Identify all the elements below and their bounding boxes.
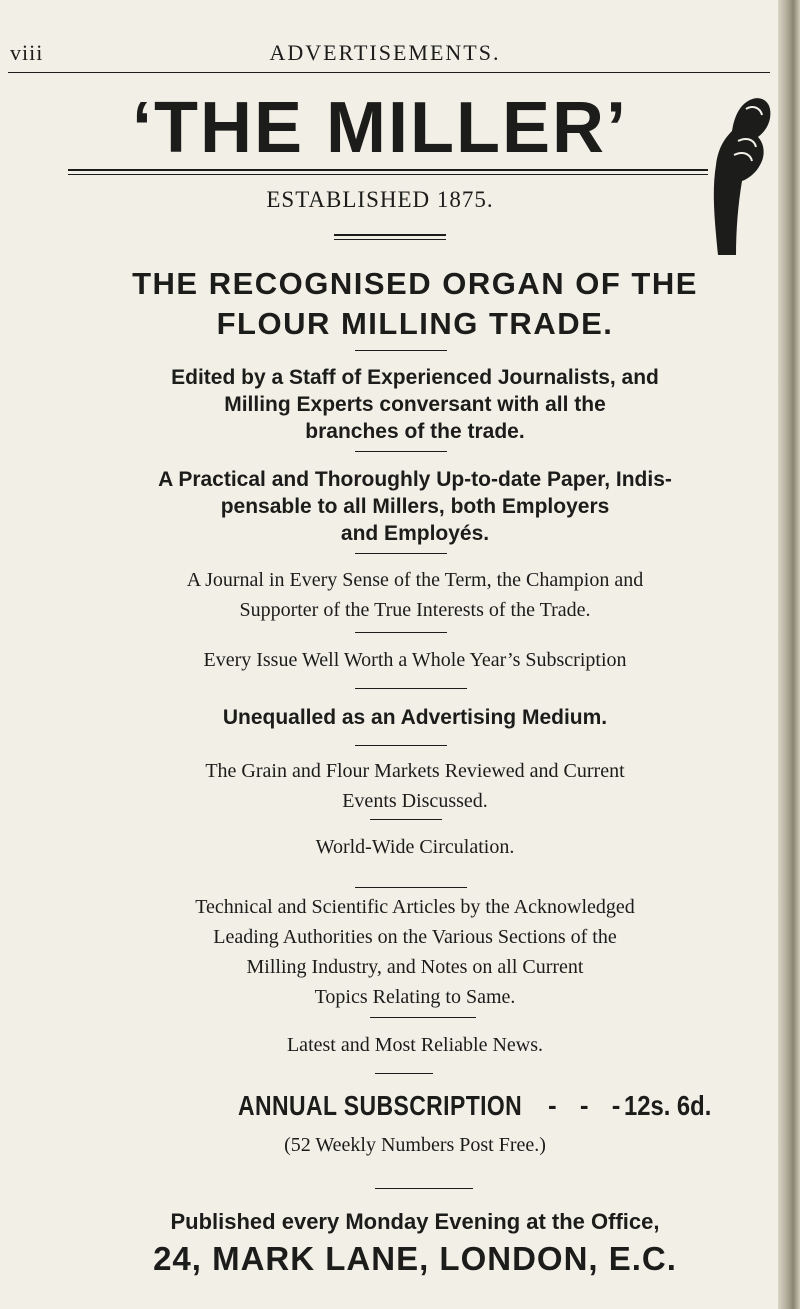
paragraph-practical — [70, 466, 760, 547]
paragraph-journal — [70, 565, 760, 625]
established-line: ESTABLISHED 1875. — [266, 187, 494, 212]
paragraph-news: Latest and Most Reliable News. — [286, 1034, 544, 1056]
section-rule — [370, 1017, 476, 1018]
text-line: Supporter of the True Interests of the Trade. — [239, 599, 591, 621]
section-rule — [355, 745, 447, 746]
subscription-label: ANNUAL SUBSCRIPTION — [238, 1090, 523, 1121]
masthead-title: ‘THE MILLER’ — [132, 88, 628, 168]
text-line: and Employés. — [340, 522, 490, 545]
subscription-dashes: - - - — [548, 1090, 621, 1120]
paragraph-issue: Every Issue Well Worth a Whole Year’s Subscription — [203, 649, 627, 671]
office-address: 24, MARK LANE, LONDON, E.C. — [153, 1240, 677, 1277]
text-line: Milling Experts conversant with all the — [224, 393, 606, 416]
section-rule — [355, 451, 447, 452]
headline-line: THE RECOGNISED ORGAN OF THE — [132, 266, 698, 301]
text-line: A Journal in Every Sense of the Term, the Champion and — [186, 569, 644, 591]
annual-subscription — [0, 1090, 800, 1126]
text-line: Events Discussed. — [342, 790, 488, 812]
headline-line: FLOUR MILLING TRADE. — [216, 306, 614, 341]
section-rule — [375, 1073, 433, 1074]
section-rule — [355, 688, 467, 689]
section-rule — [355, 887, 467, 888]
page-header — [0, 40, 770, 70]
text-line: Milling Industry, and Notes on all Current — [246, 956, 584, 978]
pointing-hand-icon — [708, 95, 772, 255]
paragraph-edited — [70, 364, 760, 445]
paragraph-medium: Unequalled as an Advertising Medium. — [222, 706, 608, 729]
masthead-rule-bottom — [68, 174, 708, 175]
text-line: The Grain and Flour Markets Reviewed and Current — [205, 760, 625, 782]
subscription-note: (52 Weekly Numbers Post Free.) — [284, 1134, 546, 1156]
text-line: Technical and Scientific Articles by the Acknowledged — [195, 896, 635, 918]
published-line: Published every Monday Evening at the Office, — [170, 1209, 660, 1234]
section-rule — [355, 632, 447, 633]
headline — [70, 264, 760, 344]
section-rule — [355, 553, 447, 554]
masthead-rule-top — [68, 169, 708, 171]
header-rule — [8, 72, 770, 73]
text-line: Leading Authorities on the Various Sections of the — [213, 926, 617, 948]
section-rule — [370, 819, 442, 820]
text-line: pensable to all Millers, both Employers — [220, 495, 610, 518]
established-rule-1 — [334, 234, 446, 236]
section-rule — [355, 350, 447, 351]
paragraph-technical — [70, 892, 760, 1012]
running-head: ADVERTISEMENTS. — [269, 40, 501, 65]
paragraph-markets — [70, 756, 760, 816]
subscription-price: 12s. 6d. — [624, 1090, 712, 1121]
section-rule — [375, 1188, 473, 1189]
page-number: viii — [10, 40, 44, 65]
text-line: branches of the trade. — [305, 420, 525, 443]
text-line: Edited by a Staff of Experienced Journalists, and — [171, 366, 659, 389]
paragraph-circulation: World-Wide Circulation. — [315, 836, 515, 858]
text-line: A Practical and Thoroughly Up-to-date Paper, Indis- — [158, 468, 672, 491]
text-line: Topics Relating to Same. — [314, 986, 516, 1008]
established-rule-2 — [334, 239, 446, 240]
